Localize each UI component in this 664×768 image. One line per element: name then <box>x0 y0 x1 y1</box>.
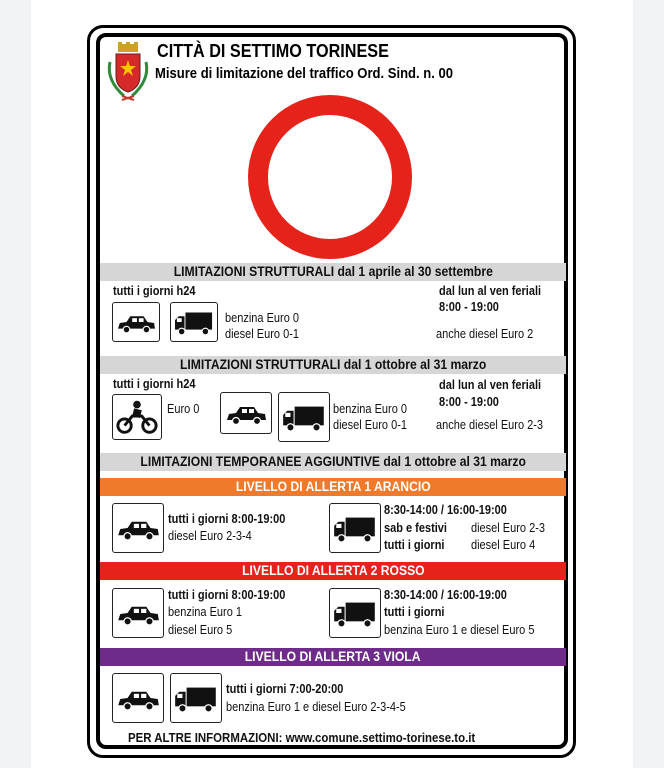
s1-fuel-diesel: diesel Euro 0-1 <box>225 327 299 341</box>
car-icon <box>112 588 164 638</box>
l1-truck-time: 8:30-14:00 / 16:00-19:00 <box>384 503 507 517</box>
city-title: CITTÀ DI SETTIMO TORINESE <box>157 41 389 61</box>
l2-truck-time: 8:30-14:00 / 16:00-19:00 <box>384 588 507 602</box>
s1-right-heading: dal lun al ven feriali <box>439 284 542 298</box>
l1-truck-fuel-weekend: diesel Euro 2-3 <box>471 521 545 535</box>
car-icon <box>112 503 164 553</box>
l2-truck-fuel: benzina Euro 1 e diesel Euro 5 <box>384 623 535 637</box>
alert-level-1-bar: LIVELLO DI ALLERTA 1 ARANCIO <box>100 478 566 496</box>
s2-moto-fuel: Euro 0 <box>167 402 200 416</box>
s2-left-heading: tutti i giorni h24 <box>113 377 196 391</box>
s1-left-heading: tutti i giorni h24 <box>113 284 196 298</box>
s2-fuel-diesel: diesel Euro 0-1 <box>333 418 407 432</box>
s2-right-heading: dal lun al ven feriali <box>439 378 542 392</box>
motorcycle-icon <box>112 394 162 440</box>
l1-car-fuel: diesel Euro 2-3-4 <box>168 529 252 543</box>
ordinance-subtitle: Misure di limitazione del traffico Ord. Sind. n. 00 <box>155 66 454 82</box>
section-bar-strutturali-winter: LIMITAZIONI STRUTTURALI dal 1 ottobre al 31 marzo <box>100 356 566 374</box>
l3-fuel: benzina Euro 1 e diesel Euro 2-3-4-5 <box>226 700 406 714</box>
truck-icon <box>329 503 381 553</box>
l2-truck-days: tutti i giorni <box>384 605 445 619</box>
truck-icon <box>278 392 330 442</box>
l2-car-fuel-benzina: benzina Euro 1 <box>168 605 243 619</box>
l2-car-fuel-diesel: diesel Euro 5 <box>168 623 233 637</box>
l1-truck-days-weekend: sab e festivi <box>384 521 447 535</box>
s2-fuel-benzina: benzina Euro 0 <box>333 402 408 416</box>
car-icon <box>112 673 164 723</box>
l1-truck-fuel-all: diesel Euro 4 <box>471 538 536 552</box>
truck-icon <box>170 673 222 723</box>
s2-right-fuel: anche diesel Euro 2-3 <box>436 418 544 432</box>
s1-right-hours: 8:00 - 19:00 <box>439 300 499 314</box>
footer-info: PER ALTRE INFORMAZIONI: www.comune.settimo-torinese.to.it <box>128 730 476 745</box>
car-icon <box>112 302 160 342</box>
l2-car-time: tutti i giorni 8:00-19:00 <box>168 588 286 602</box>
right-gutter <box>633 0 664 768</box>
section-bar-strutturali-summer: LIMITAZIONI STRUTTURALI dal 1 aprile al 30 settembre <box>100 263 566 281</box>
alert-level-2-bar: LIVELLO DI ALLERTA 2 ROSSO <box>100 562 566 580</box>
left-gutter <box>0 0 31 768</box>
s2-right-hours: 8:00 - 19:00 <box>439 395 499 409</box>
truck-icon <box>329 588 381 638</box>
s1-right-fuel: anche diesel Euro 2 <box>436 327 534 341</box>
city-crest-icon <box>104 42 152 102</box>
section-bar-temporanee: LIMITAZIONI TEMPORANEE AGGIUNTIVE dal 1 ottobre al 31 marzo <box>100 453 566 471</box>
l3-time: tutti i giorni 7:00-20:00 <box>226 682 344 696</box>
car-icon <box>220 392 272 434</box>
s1-fuel-benzina: benzina Euro 0 <box>225 311 300 325</box>
no-vehicles-sign-icon <box>248 95 412 259</box>
l1-car-time: tutti i giorni 8:00-19:00 <box>168 512 286 526</box>
truck-icon <box>170 302 218 342</box>
l1-truck-days-all: tutti i giorni <box>384 538 445 552</box>
alert-level-3-bar: LIVELLO DI ALLERTA 3 VIOLA <box>100 648 566 666</box>
